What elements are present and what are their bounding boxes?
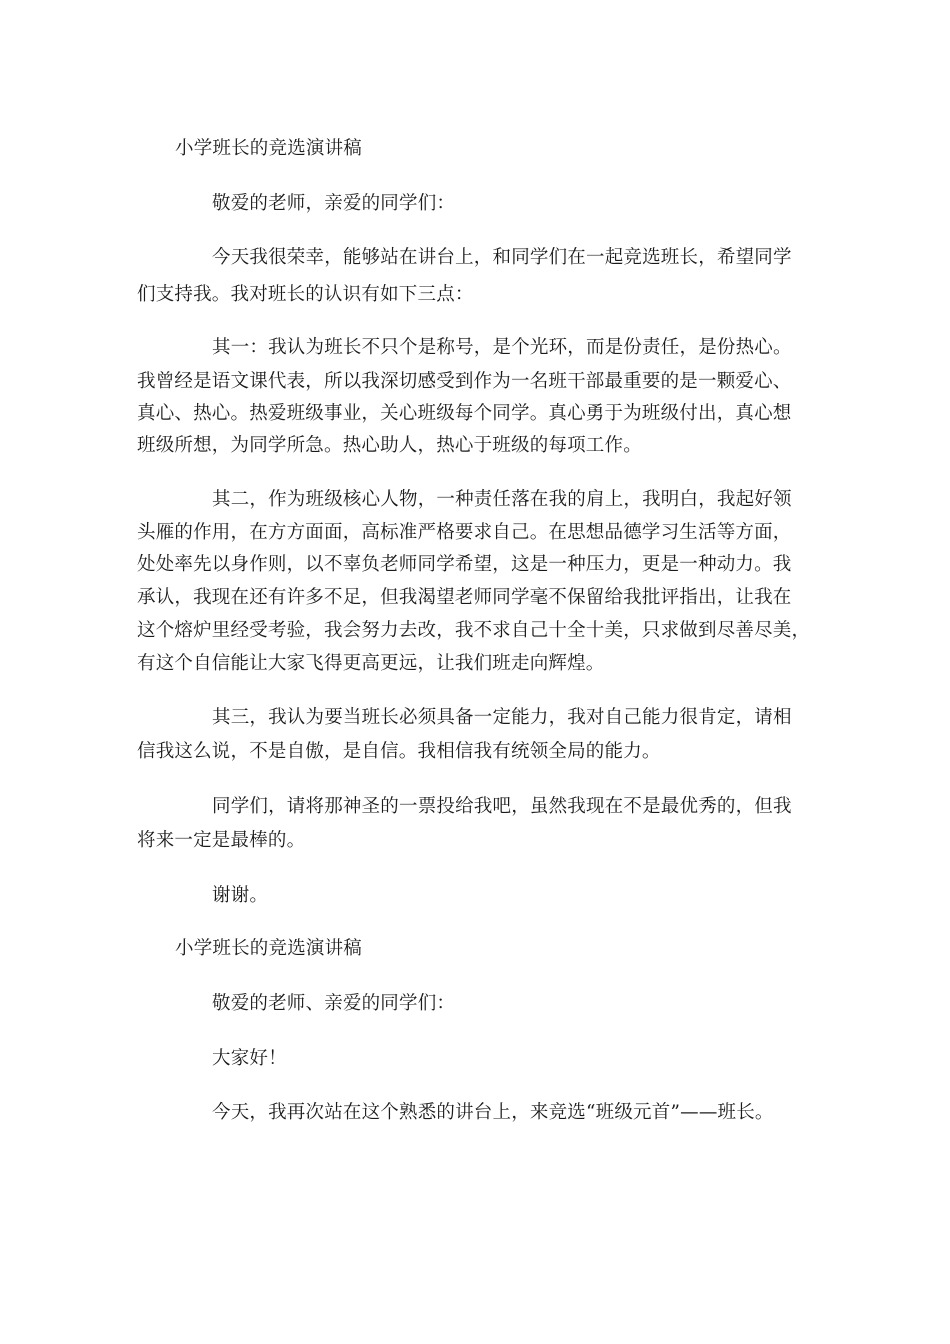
speech-title-1: 小学班长的竞选演讲稿 [175,138,363,159]
paragraph-second-line: 有这个自信能让大家飞得更高更远，让我们班走向辉煌。 [137,653,605,674]
paragraph-appeal-line: 同学们，请将那神圣的一票投给我吧，虽然我现在不是最优秀的，但我 [212,796,792,817]
paragraph-first-line: 我曾经是语文课代表，所以我深切感受到作为一名班干部最重要的是一颗爱心、 [137,371,792,392]
salutation-1: 敬爱的老师，亲爱的同学们： [212,193,456,214]
paragraph-first-line: 真心、热心。热爱班级事业，关心班级每个同学。真心勇于为班级付出，真心想 [137,403,792,424]
paragraph-appeal-line: 将来一定是最棒的。 [137,830,306,851]
speech-title-2: 小学班长的竞选演讲稿 [175,938,363,959]
paragraph-third-line: 其三，我认为要当班长必须具备一定能力，我对自己能力很肯定，请相 [212,707,792,728]
paragraph-opening-line: 今天，我再次站在这个熟悉的讲台上，来竞选“班级元首”——班长。 [212,1102,774,1123]
paragraph-first-line: 其一：我认为班长不只个是称号，是个光环，而是份责任，是份热心。 [212,337,792,358]
paragraph-second-line: 承认，我现在还有许多不足，但我渴望老师同学毫不保留给我批评指出，让我在 [137,587,792,608]
closing-thanks: 谢谢。 [212,885,269,906]
salutation-2: 敬爱的老师、亲爱的同学们： [212,993,456,1014]
paragraph-first-line: 班级所想，为同学所急。热心助人，热心于班级的每项工作。 [137,435,642,456]
paragraph-second-line: 这个熔炉里经受考验，我会努力去改，我不求自己十全十美，只求做到尽善尽美， [137,620,811,641]
paragraph-intro-line: 们支持我。我对班长的认识有如下三点： [137,284,474,305]
greeting: 大家好！ [212,1048,287,1069]
paragraph-intro-line: 今天我很荣幸，能够站在讲台上，和同学们在一起竞选班长，希望同学 [212,247,792,268]
paragraph-second-line: 处处率先以身作则，以不辜负老师同学希望，这是一种压力，更是一种动力。我 [137,554,792,575]
paragraph-second-line: 头雁的作用，在方方面面，高标准严格要求自己。在思想品德学习生活等方面， [137,522,792,543]
paragraph-second-line: 其二，作为班级核心人物，一种责任落在我的肩上，我明白，我起好领 [212,489,792,510]
paragraph-third-line: 信我这么说，不是自傲，是自信。我相信我有统领全局的能力。 [137,741,661,762]
